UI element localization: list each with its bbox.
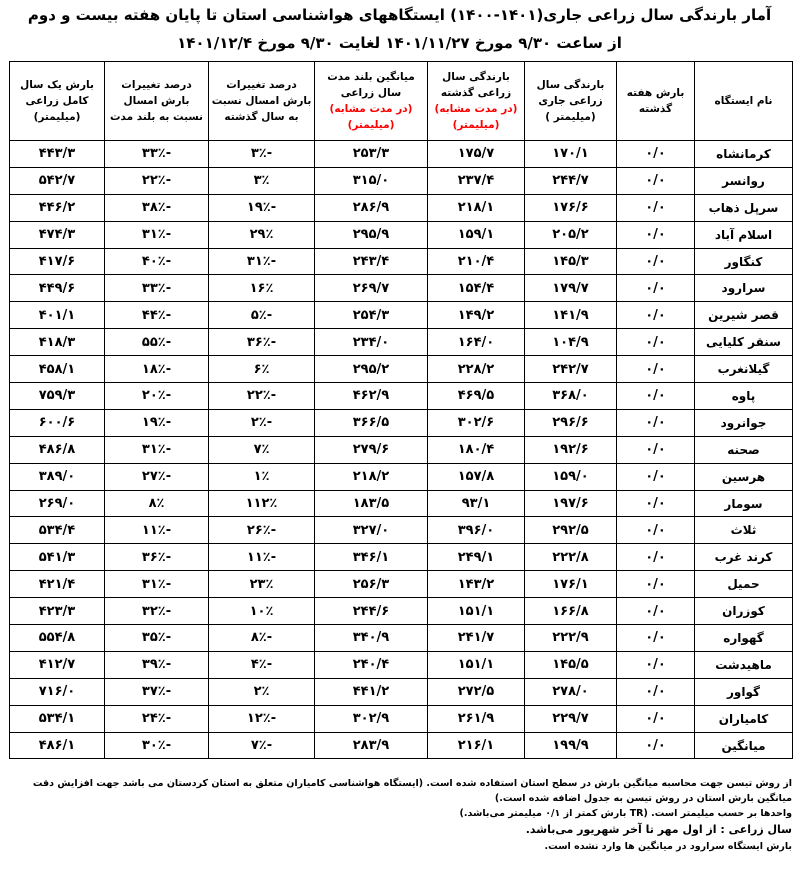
cell-station: کوزران: [695, 598, 793, 625]
cell-station: ثلاث: [695, 517, 793, 544]
cell-pct-longterm: -۳۶٪: [105, 544, 209, 571]
cell-pct-longterm: -۳۱٪: [105, 221, 209, 248]
cell-last-week: ۰/۰: [617, 194, 695, 221]
header-last-year: [428, 62, 525, 141]
header-current-year: بارندگی سال زراعی جاری (میلیمتر ): [525, 62, 617, 141]
cell-last-year: ۱۸۰/۴: [428, 436, 525, 463]
cell-last-week: ۰/۰: [617, 409, 695, 436]
cell-pct-longterm: -۲۷٪: [105, 463, 209, 490]
cell-pct-last-year: ۲۳٪: [209, 571, 315, 598]
cell-longterm: ۲۴۰/۴: [315, 651, 428, 678]
cell-current-year: ۱۹۹/۹: [525, 732, 617, 759]
page-subtitle-date-range: از ساعت ۹/۳۰ مورخ ۱۴۰۱/۱۱/۲۷ لغایت ۹/۳۰ مورخ ۱۴۰۱/۱۲/۴: [177, 34, 622, 52]
cell-last-year: ۱۵۱/۱: [428, 651, 525, 678]
cell-current-year: ۲۲۹/۷: [525, 705, 617, 732]
header-last-week: بارش هفته گذشته: [617, 62, 695, 141]
cell-current-year: ۲۴۴/۷: [525, 167, 617, 194]
cell-last-year: ۱۴۹/۲: [428, 302, 525, 329]
cell-last-year: ۲۷۲/۵: [428, 678, 525, 705]
cell-pct-longterm: -۲۴٪: [105, 705, 209, 732]
cell-pct-last-year: -۳٪: [209, 141, 315, 168]
cell-last-week: ۰/۰: [617, 490, 695, 517]
cell-full-year: ۳۸۹/۰: [10, 463, 105, 490]
cell-last-year: ۱۵۴/۴: [428, 275, 525, 302]
cell-full-year: ۵۳۴/۴: [10, 517, 105, 544]
cell-full-year: ۴۴۹/۶: [10, 275, 105, 302]
cell-pct-longterm: -۳۸٪: [105, 194, 209, 221]
cell-last-year: ۳۰۲/۶: [428, 409, 525, 436]
cell-pct-last-year: ۳٪: [209, 167, 315, 194]
cell-last-week: ۰/۰: [617, 329, 695, 356]
cell-last-week: ۰/۰: [617, 383, 695, 410]
cell-last-year: ۲۳۷/۴: [428, 167, 525, 194]
cell-current-year: ۱۹۷/۶: [525, 490, 617, 517]
footnotes: [9, 776, 792, 854]
cell-current-year: ۱۷۹/۷: [525, 275, 617, 302]
cell-last-week: ۰/۰: [617, 248, 695, 275]
cell-current-year: ۲۲۲/۹: [525, 625, 617, 652]
cell-station: قصر شیرین: [695, 302, 793, 329]
table-row: [10, 221, 793, 248]
cell-last-year: ۲۱۶/۱: [428, 732, 525, 759]
cell-full-year: ۴۰۱/۱: [10, 302, 105, 329]
cell-last-week: ۰/۰: [617, 678, 695, 705]
cell-longterm: ۲۹۵/۹: [315, 221, 428, 248]
cell-pct-longterm: -۲۰٪: [105, 383, 209, 410]
table-row: [10, 625, 793, 652]
cell-last-year: ۲۱۸/۱: [428, 194, 525, 221]
cell-last-year: ۱۵۷/۸: [428, 463, 525, 490]
cell-current-year: ۳۶۸/۰: [525, 383, 617, 410]
cell-last-week: ۰/۰: [617, 625, 695, 652]
table-row: [10, 705, 793, 732]
table-row: [10, 463, 793, 490]
cell-current-year: ۲۷۸/۰: [525, 678, 617, 705]
cell-pct-longterm: -۳۲٪: [105, 598, 209, 625]
table-row: [10, 409, 793, 436]
cell-station: صحنه: [695, 436, 793, 463]
cell-full-year: ۵۵۴/۸: [10, 625, 105, 652]
cell-current-year: ۱۴۱/۹: [525, 302, 617, 329]
cell-station: ماهیدشت: [695, 651, 793, 678]
table-row: [10, 732, 793, 759]
cell-pct-last-year: -۸٪: [209, 625, 315, 652]
cell-longterm: ۲۶۹/۷: [315, 275, 428, 302]
cell-full-year: ۴۸۶/۸: [10, 436, 105, 463]
cell-last-week: ۰/۰: [617, 651, 695, 678]
cell-last-week: ۰/۰: [617, 463, 695, 490]
header-longterm-note: (در مدت مشابه): [329, 103, 413, 115]
cell-longterm: ۲۴۳/۴: [315, 248, 428, 275]
cell-last-week: ۰/۰: [617, 141, 695, 168]
cell-pct-longterm: -۳۵٪: [105, 625, 209, 652]
cell-pct-last-year: ۶٪: [209, 356, 315, 383]
cell-full-year: ۴۵۸/۱: [10, 356, 105, 383]
rainfall-table: [9, 61, 793, 759]
cell-pct-longterm: -۲۲٪: [105, 167, 209, 194]
cell-pct-last-year: -۳۱٪: [209, 248, 315, 275]
footnote-units: واحدها بر حسب میلیمتر است. (TR بارش کمتر از ۰/۱ میلیمتر می‌باشد.): [459, 808, 792, 819]
cell-pct-longterm: -۱۸٪: [105, 356, 209, 383]
cell-pct-longterm: -۱۱٪: [105, 517, 209, 544]
cell-last-year: ۳۹۶/۰: [428, 517, 525, 544]
cell-current-year: ۱۶۶/۸: [525, 598, 617, 625]
table-row: [10, 141, 793, 168]
cell-station: حمیل: [695, 571, 793, 598]
cell-full-year: ۴۷۴/۳: [10, 221, 105, 248]
table-row: [10, 544, 793, 571]
cell-current-year: ۲۲۲/۸: [525, 544, 617, 571]
cell-station: کرمانشاه: [695, 141, 793, 168]
cell-current-year: ۲۹۶/۶: [525, 409, 617, 436]
cell-longterm: ۳۶۶/۵: [315, 409, 428, 436]
cell-pct-longterm: -۳۳٪: [105, 141, 209, 168]
cell-station: میانگین: [695, 732, 793, 759]
cell-station: کامیاران: [695, 705, 793, 732]
cell-full-year: ۴۲۱/۴: [10, 571, 105, 598]
cell-station: گهواره: [695, 625, 793, 652]
cell-full-year: ۴۱۸/۳: [10, 329, 105, 356]
cell-pct-longterm: -۳۳٪: [105, 275, 209, 302]
cell-full-year: ۴۴۶/۲: [10, 194, 105, 221]
cell-pct-longterm: -۵۵٪: [105, 329, 209, 356]
cell-current-year: ۱۰۴/۹: [525, 329, 617, 356]
cell-last-year: ۲۱۰/۴: [428, 248, 525, 275]
cell-full-year: ۷۵۹/۳: [10, 383, 105, 410]
cell-full-year: ۷۱۶/۰: [10, 678, 105, 705]
cell-last-year: ۲۲۸/۲: [428, 356, 525, 383]
cell-last-week: ۰/۰: [617, 275, 695, 302]
cell-current-year: ۱۵۹/۰: [525, 463, 617, 490]
cell-longterm: ۳۴۶/۱: [315, 544, 428, 571]
cell-longterm: ۲۵۳/۳: [315, 141, 428, 168]
cell-pct-longterm: -۳۰٪: [105, 732, 209, 759]
cell-pct-longterm: -۳۹٪: [105, 651, 209, 678]
cell-pct-longterm: -۴۴٪: [105, 302, 209, 329]
cell-pct-last-year: ۲۹٪: [209, 221, 315, 248]
cell-last-year: ۱۵۹/۱: [428, 221, 525, 248]
cell-pct-longterm: -۳۷٪: [105, 678, 209, 705]
cell-current-year: ۱۷۰/۱: [525, 141, 617, 168]
cell-longterm: ۲۵۴/۳: [315, 302, 428, 329]
table-row: [10, 651, 793, 678]
cell-last-year: ۹۳/۱: [428, 490, 525, 517]
cell-station: جوانرود: [695, 409, 793, 436]
cell-station: کرند غرب: [695, 544, 793, 571]
cell-pct-longterm: -۴۰٪: [105, 248, 209, 275]
cell-last-year: ۴۶۹/۵: [428, 383, 525, 410]
cell-station: سرپل ذهاب: [695, 194, 793, 221]
cell-longterm: ۳۴۰/۹: [315, 625, 428, 652]
cell-station: کنگاور: [695, 248, 793, 275]
cell-current-year: ۱۹۲/۶: [525, 436, 617, 463]
cell-pct-last-year: -۱۲٪: [209, 705, 315, 732]
table-row: [10, 329, 793, 356]
cell-last-week: ۰/۰: [617, 544, 695, 571]
cell-station: اسلام آباد: [695, 221, 793, 248]
cell-station: سرارود: [695, 275, 793, 302]
cell-pct-longterm: -۳۱٪: [105, 571, 209, 598]
header-last-year-note: (در مدت مشابه): [434, 103, 518, 115]
cell-last-week: ۰/۰: [617, 705, 695, 732]
cell-last-week: ۰/۰: [617, 436, 695, 463]
cell-pct-last-year: -۲۶٪: [209, 517, 315, 544]
cell-longterm: ۲۴۴/۶: [315, 598, 428, 625]
table-row: [10, 248, 793, 275]
cell-longterm: ۳۲۷/۰: [315, 517, 428, 544]
cell-longterm: ۴۶۲/۹: [315, 383, 428, 410]
cell-longterm: ۳۱۵/۰: [315, 167, 428, 194]
table-header-row: [10, 62, 793, 141]
header-longterm: [315, 62, 428, 141]
header-pct-last-year: درصد تغییرات بارش امسال نسبت به سال گذشته: [209, 62, 315, 141]
cell-full-year: ۵۴۲/۷: [10, 167, 105, 194]
cell-last-year: ۱۷۵/۷: [428, 141, 525, 168]
cell-pct-last-year: -۳۶٪: [209, 329, 315, 356]
cell-pct-last-year: ۱۶٪: [209, 275, 315, 302]
cell-station: هرسین: [695, 463, 793, 490]
cell-pct-last-year: -۵٪: [209, 302, 315, 329]
cell-pct-last-year: ۱٪: [209, 463, 315, 490]
cell-last-week: ۰/۰: [617, 571, 695, 598]
footnote-sararood: بارش ایستگاه سرارود در میانگین ها وارد نشده است.: [544, 841, 792, 852]
cell-longterm: ۲۳۴/۰: [315, 329, 428, 356]
footnote-crop-year: سال زراعی : از اول مهر تا آخر شهریور می‌باشد.: [525, 823, 792, 836]
cell-last-week: ۰/۰: [617, 732, 695, 759]
cell-longterm: ۱۸۳/۵: [315, 490, 428, 517]
cell-last-year: ۲۶۱/۹: [428, 705, 525, 732]
cell-current-year: ۲۴۲/۷: [525, 356, 617, 383]
cell-station: گیلانغرب: [695, 356, 793, 383]
cell-last-week: ۰/۰: [617, 167, 695, 194]
cell-pct-last-year: -۲٪: [209, 409, 315, 436]
cell-full-year: ۶۰۰/۶: [10, 409, 105, 436]
cell-current-year: ۲۹۲/۵: [525, 517, 617, 544]
cell-last-week: ۰/۰: [617, 221, 695, 248]
cell-current-year: ۱۷۶/۶: [525, 194, 617, 221]
cell-pct-last-year: -۱۱٪: [209, 544, 315, 571]
cell-last-week: ۰/۰: [617, 517, 695, 544]
cell-current-year: ۱۷۶/۱: [525, 571, 617, 598]
cell-station: گواور: [695, 678, 793, 705]
cell-last-week: ۰/۰: [617, 356, 695, 383]
table-row: [10, 302, 793, 329]
cell-last-year: ۲۴۱/۷: [428, 625, 525, 652]
cell-longterm: ۲۸۶/۹: [315, 194, 428, 221]
header-last-year-label: بارندگی سال زراعی گذشته: [440, 71, 512, 99]
table-row: [10, 194, 793, 221]
table-row: [10, 436, 793, 463]
cell-last-year: ۱۵۱/۱: [428, 598, 525, 625]
cell-last-year: ۲۴۹/۱: [428, 544, 525, 571]
cell-longterm: ۲۷۹/۶: [315, 436, 428, 463]
cell-pct-last-year: -۴٪: [209, 651, 315, 678]
cell-pct-longterm: -۳۱٪: [105, 436, 209, 463]
cell-full-year: ۲۶۹/۰: [10, 490, 105, 517]
cell-pct-longterm: -۱۹٪: [105, 409, 209, 436]
cell-longterm: ۴۴۱/۲: [315, 678, 428, 705]
cell-longterm: ۲۸۳/۹: [315, 732, 428, 759]
cell-longterm: ۲۱۸/۲: [315, 463, 428, 490]
cell-pct-last-year: -۷٪: [209, 732, 315, 759]
cell-pct-last-year: ۷٪: [209, 436, 315, 463]
cell-last-year: ۱۶۴/۰: [428, 329, 525, 356]
cell-longterm: ۲۵۶/۳: [315, 571, 428, 598]
cell-current-year: ۱۴۵/۳: [525, 248, 617, 275]
header-longterm-label: میانگین بلند مدت سال زراعی: [327, 71, 415, 99]
cell-full-year: ۵۴۱/۳: [10, 544, 105, 571]
page-title: آمار بارندگی سال زراعی جاری(۱۴۰۱-۱۴۰۰) ایستگاههای هواشناسی استان تا پایان هفته بیست و دوم: [27, 6, 772, 24]
cell-pct-last-year: ۲٪: [209, 678, 315, 705]
table-row: [10, 167, 793, 194]
table-row: [10, 275, 793, 302]
cell-full-year: ۴۸۶/۱: [10, 732, 105, 759]
header-pct-longterm: درصد تغییرات بارش امسال نسبت به بلند مدت: [105, 62, 209, 141]
cell-last-year: ۱۴۳/۲: [428, 571, 525, 598]
table-row: [10, 517, 793, 544]
table-row: [10, 490, 793, 517]
cell-full-year: ۴۴۳/۳: [10, 141, 105, 168]
cell-full-year: ۴۱۲/۷: [10, 651, 105, 678]
table-row: [10, 383, 793, 410]
cell-last-week: ۰/۰: [617, 598, 695, 625]
cell-station: سنقر کلیایی: [695, 329, 793, 356]
cell-full-year: ۴۱۷/۶: [10, 248, 105, 275]
table-row: [10, 598, 793, 625]
cell-longterm: ۲۹۵/۲: [315, 356, 428, 383]
cell-current-year: ۱۴۵/۵: [525, 651, 617, 678]
cell-pct-last-year: ۱۰٪: [209, 598, 315, 625]
cell-station: سومار: [695, 490, 793, 517]
cell-last-week: ۰/۰: [617, 302, 695, 329]
cell-pct-last-year: ۱۱۲٪: [209, 490, 315, 517]
cell-pct-last-year: -۲۲٪: [209, 383, 315, 410]
cell-pct-longterm: ۸٪: [105, 490, 209, 517]
cell-longterm: ۳۰۲/۹: [315, 705, 428, 732]
table-row: [10, 678, 793, 705]
header-station: نام ایستگاه: [695, 62, 793, 141]
header-full-year: بارش یک سال کامل زراعی (میلیمتر): [10, 62, 105, 141]
cell-pct-last-year: -۱۹٪: [209, 194, 315, 221]
table-body: [10, 141, 793, 759]
cell-full-year: ۴۲۳/۳: [10, 598, 105, 625]
footnote-thiessen: از روش تیسن جهت محاسبه میانگین بارش در سطح استان استفاده شده است. (ایستگاه هواشناسی کامیاران متعلق به استان کردستان می باشد جهت افزایش دقت میانگین بارش استان در روش تیسن به جدول اضافه شده است.): [32, 778, 792, 804]
cell-current-year: ۲۰۵/۲: [525, 221, 617, 248]
cell-full-year: ۵۳۴/۱: [10, 705, 105, 732]
cell-station: پاوه: [695, 383, 793, 410]
table-row: [10, 356, 793, 383]
header-longterm-unit: (میلیمتر): [347, 119, 395, 131]
cell-station: روانسر: [695, 167, 793, 194]
table-row: [10, 571, 793, 598]
header-last-year-unit: (میلیمتر): [452, 119, 500, 131]
